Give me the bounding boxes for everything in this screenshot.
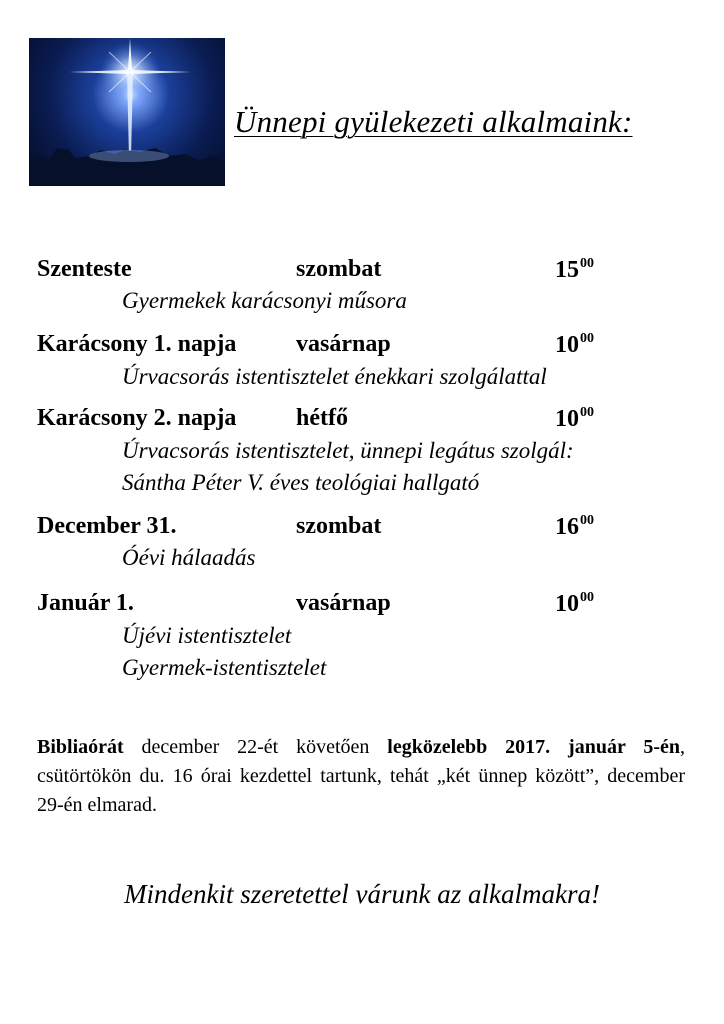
event-day: szombat [296, 256, 382, 282]
bible-study-bold-1: Bibliaórát [37, 736, 124, 758]
event-description: Óévi hálaadás [122, 545, 256, 570]
bible-study-text-1: december 22-ét követően [123, 736, 388, 758]
event-description: Újévi istentisztelet [122, 623, 292, 648]
event-name: Január 1. [37, 590, 134, 616]
event-minute: 00 [580, 256, 594, 271]
bible-study-notice [37, 733, 685, 820]
bible-study-bold-2: legközelebb 2017. január 5-én [387, 736, 680, 758]
event-time [555, 256, 594, 284]
event-time [555, 513, 594, 541]
closing-invitation: Mindenkit szeretettel várunk az alkalmakra! [124, 879, 600, 909]
event-minute: 00 [580, 513, 594, 528]
event-day: vasárnap [296, 331, 391, 357]
event-hour: 16 [555, 514, 579, 540]
event-description: Gyermekek karácsonyi műsora [122, 288, 407, 313]
event-time [555, 590, 594, 618]
star-of-bethlehem-image [29, 38, 225, 186]
event-day: hétfő [296, 405, 348, 431]
event-minute: 00 [580, 331, 594, 346]
event-minute: 00 [580, 405, 594, 420]
event-time [555, 405, 594, 433]
event-name: Karácsony 1. napja [37, 331, 237, 357]
event-day: szombat [296, 513, 382, 539]
event-hour: 10 [555, 332, 579, 358]
event-hour: 15 [555, 257, 579, 283]
event-name: Szenteste [37, 256, 132, 282]
event-time [555, 331, 594, 359]
event-name: Karácsony 2. napja [37, 405, 237, 431]
event-name: December 31. [37, 513, 177, 539]
event-hour: 10 [555, 591, 579, 617]
event-description: Úrvacsorás istentisztelet énekkari szolgálattal [122, 364, 547, 389]
event-day: vasárnap [296, 590, 391, 616]
event-description: Sántha Péter V. éves teológiai hallgató [122, 470, 480, 495]
event-description: Úrvacsorás istentisztelet, ünnepi legátus szolgál: [122, 438, 574, 463]
event-hour: 10 [555, 406, 579, 432]
event-description: Gyermek-istentisztelet [122, 655, 327, 680]
event-minute: 00 [580, 590, 594, 605]
bible-study-text-2: , csütörtökön du. 16 órai kezdettel tartunk, tehát „két ünnep között”, december 29-én elmarad. [37, 736, 685, 816]
page-title: Ünnepi gyülekezeti alkalmaink: [234, 104, 633, 139]
